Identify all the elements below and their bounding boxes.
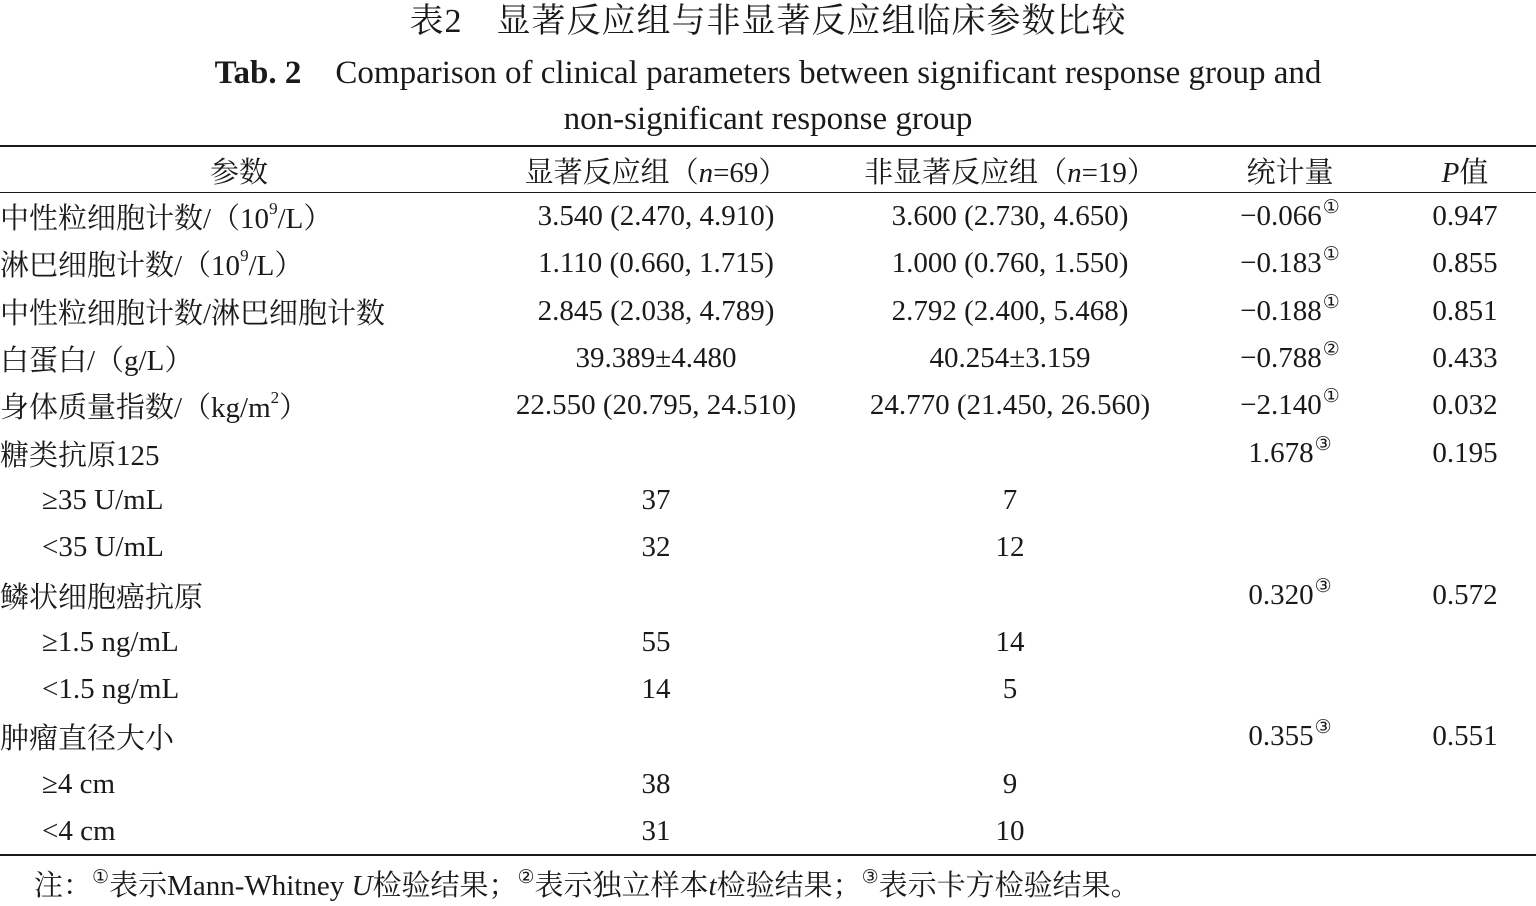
row-label: ≥4 cm (42, 767, 116, 800)
table-body (0, 193, 1536, 855)
nonsignificant-group-value: 5 (1002, 673, 1018, 706)
table-row (0, 240, 1536, 287)
statistic-value (1186, 524, 1394, 571)
table-row (0, 524, 1536, 571)
header-significant-group: 显著反应组（n=69） (524, 156, 788, 189)
significant-group-value: 3.540 (2.470, 4.910) (537, 200, 775, 233)
table-row (0, 571, 1536, 618)
significant-group-value: 1.110 (0.660, 1.715) (538, 247, 774, 280)
nonsignificant-group-value (834, 713, 1186, 760)
statistic-value (1186, 808, 1394, 855)
p-value (1394, 524, 1536, 571)
table-row (0, 193, 1536, 240)
row-label: 身体质量指数$/(kg/m^2)$ (0, 388, 309, 425)
nonsignificant-group-value: 14 (995, 625, 1025, 658)
statistic-value: 1.678③ (1248, 433, 1332, 469)
nonsignificant-group-value: 10 (995, 815, 1025, 847)
table-number-english: Tab. 2 (214, 55, 302, 91)
nonsignificant-group-value (834, 429, 1186, 476)
row-label: <35 U/mL (42, 531, 164, 564)
significant-group-value: 14 (641, 673, 671, 706)
nonsignificant-group-value: 12 (995, 531, 1025, 564)
row-label: 中性粒细胞计数/淋巴细胞计数 (0, 297, 386, 330)
significant-group-value: 55 (641, 625, 671, 658)
nonsignificant-group-value: 2.792 (2.400, 5.468) (891, 294, 1129, 327)
statistic-value: −0.183① (1240, 244, 1340, 280)
significant-group-value (478, 713, 834, 760)
row-label: 中性粒细胞计数$/(10^9/L)$ (0, 199, 333, 236)
row-label: 肿瘤直径大小 (0, 723, 175, 756)
significant-group-value: 39.389±4.480 (575, 342, 737, 375)
p-value: 0.195 (1432, 436, 1498, 469)
row-label: 糖类抗原125 (0, 439, 160, 472)
comparison-table (0, 147, 1536, 855)
significant-group-value (478, 429, 834, 476)
table-caption-english-line1: Comparison of clinical parameters between significant response group and (335, 55, 1322, 91)
table-row (0, 335, 1536, 382)
p-value (1394, 477, 1536, 524)
header-p-value: P值 (1441, 156, 1489, 189)
nonsignificant-group-value: 1.000 (0.760, 1.550) (891, 247, 1129, 280)
table-title-english (0, 50, 1536, 142)
p-value (1394, 666, 1536, 713)
significant-group-value: 37 (641, 483, 671, 516)
statistic-value: −2.140① (1240, 386, 1340, 422)
significant-group-value (478, 571, 834, 618)
nonsignificant-group-value: 24.770 (21.450, 26.560) (869, 389, 1151, 422)
p-value: 0.851 (1432, 294, 1498, 327)
table-row (0, 288, 1536, 335)
statistic-value: 0.320③ (1248, 575, 1332, 611)
statistic-value: −0.788② (1240, 339, 1340, 375)
table-row (0, 808, 1536, 855)
statistic-value (1186, 477, 1394, 524)
table-title-chinese (0, 0, 1536, 44)
p-value (1394, 761, 1536, 808)
significant-group-value: 2.845 (2.038, 4.789) (537, 294, 775, 327)
significant-group-value: 38 (641, 767, 671, 800)
p-value: 0.551 (1432, 720, 1498, 753)
row-label: ≥35 U/mL (42, 483, 164, 516)
table-footnote: 注：①表示Mann-Whitney U检验结果；②表示独立样本t检验结果；③表示卡方检验结果。 (34, 867, 1140, 902)
p-value: 0.032 (1432, 389, 1498, 422)
nonsignificant-group-value: 40.254±3.159 (929, 342, 1091, 375)
significant-group-value: 32 (641, 531, 671, 564)
statistic-value: −0.066① (1240, 197, 1340, 233)
table-title-english-line1 (0, 50, 1536, 96)
table-row (0, 666, 1536, 713)
nonsignificant-group-value: 9 (1002, 767, 1018, 800)
row-label: 鳞状细胞癌抗原 (0, 581, 204, 614)
table-row (0, 761, 1536, 808)
p-value: 0.947 (1432, 200, 1498, 233)
table-row (0, 477, 1536, 524)
table-number-chinese: 表2 (409, 3, 463, 40)
header-statistic: 统计量 (1246, 156, 1334, 189)
header-param: 参数 (209, 156, 268, 189)
table-row (0, 619, 1536, 666)
p-value: 0.572 (1432, 578, 1498, 611)
nonsignificant-group-value: 7 (1002, 483, 1018, 516)
nonsignificant-group-value (834, 571, 1186, 618)
header-nonsignificant-group: 非显著反应组（n=19） (864, 156, 1156, 189)
significant-group-value: 22.550 (20.795, 24.510) (515, 389, 797, 422)
statistic-value: 0.355③ (1248, 717, 1332, 753)
row-label: 淋巴细胞计数$/(10^9/L)$ (0, 246, 304, 283)
table-header-row (0, 147, 1536, 193)
p-value (1394, 619, 1536, 666)
p-value: 0.855 (1432, 247, 1498, 280)
p-value (1394, 808, 1536, 855)
row-label: <4 cm (42, 815, 116, 847)
statistic-value (1186, 761, 1394, 808)
row-label: <1.5 ng/mL (42, 673, 180, 706)
statistic-value (1186, 666, 1394, 713)
p-value: 0.433 (1432, 342, 1498, 375)
table-row (0, 382, 1536, 429)
table-caption-english-line2: non-significant response group (563, 101, 973, 137)
table-row (0, 429, 1536, 476)
row-label: 白蛋白/（g/L） (0, 345, 194, 378)
table-row (0, 713, 1536, 760)
statistic-value: −0.188① (1240, 291, 1340, 327)
table-caption-chinese: 显著反应组与非显著反应组临床参数比较 (496, 3, 1127, 40)
nonsignificant-group-value: 3.600 (2.730, 4.650) (891, 200, 1129, 233)
row-label: ≥1.5 ng/mL (42, 625, 179, 658)
significant-group-value: 31 (641, 815, 671, 847)
statistic-value (1186, 619, 1394, 666)
